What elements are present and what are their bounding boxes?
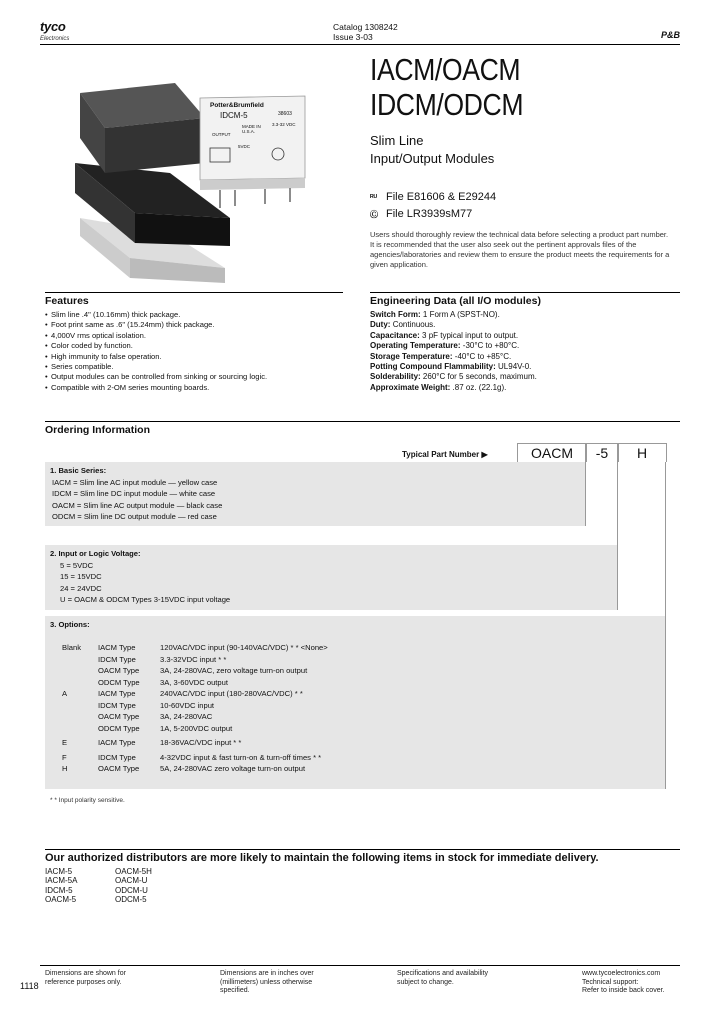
eng-row	[370, 372, 680, 382]
ul-icon: ᴿᵁ	[370, 193, 378, 202]
part-voltage-cell: -5	[585, 443, 619, 462]
feature-item: • 4,000V rms optical isolation.	[45, 331, 345, 341]
option-row	[62, 723, 622, 735]
option-type: IDCM Type	[98, 654, 136, 664]
eng-row	[370, 310, 680, 320]
eng-label: Approximate Weight:	[370, 382, 451, 392]
eng-label: Operating Temperature:	[370, 341, 461, 351]
footer-text: reference purposes only.	[45, 978, 122, 986]
module-label-out: 5VDC	[238, 144, 251, 149]
connector-line-3	[665, 462, 666, 789]
option-desc: 3.3-32VDC input * *	[160, 654, 227, 664]
options	[50, 619, 90, 631]
title-line-1: IACM/OACM	[370, 52, 521, 87]
option-desc: 240VAC/VDC input (180-280VAC/VDC) * *	[160, 689, 303, 698]
option-desc: 3A, 24-280VAC, zero voltage turn-on output	[160, 666, 308, 675]
basic-series-line: IDCM = Slim line DC input module — white case	[52, 489, 216, 498]
distributors-col-1	[45, 867, 115, 905]
typical-part-label	[402, 450, 488, 459]
option-code	[62, 677, 98, 689]
option-code: H	[62, 764, 68, 773]
connector-line-1	[585, 462, 586, 526]
eng-label: Duty:	[370, 320, 391, 330]
features-list	[45, 310, 345, 393]
subtitle-line-1: Slim Line	[370, 133, 424, 148]
eng-value: -30°C to +80°C.	[462, 341, 520, 351]
header-rule	[40, 44, 680, 45]
voltage-line: 24 = 24VDC	[60, 583, 102, 593]
stock-item: OACM-5	[45, 895, 77, 905]
csa-icon: Ⓒ	[370, 210, 378, 219]
part-option-cell: H	[617, 443, 667, 462]
product-title	[370, 52, 523, 122]
feature-item: • Slim line .4" (10.16mm) thick package.	[45, 310, 345, 320]
option-type: IACM Type	[98, 689, 136, 698]
option-desc: 18-36VAC/VDC input * *	[160, 738, 242, 747]
arrow-icon: ▶	[481, 450, 488, 459]
tyco-logo-subtitle: Electronics	[40, 36, 70, 42]
engineering-rule	[370, 292, 680, 293]
footer-col-1	[45, 970, 126, 987]
features-heading: Features	[45, 295, 89, 307]
feature-item: • Color coded by function.	[45, 341, 345, 351]
ordering-heading: Ordering Information	[45, 424, 150, 436]
issue-number: Issue 3-03	[333, 32, 373, 42]
subtitle-line-2: Input/Output Modules	[370, 151, 495, 166]
distributors-rule	[45, 849, 680, 850]
pb-logo: P&B	[660, 30, 680, 40]
module-label-made: MADE IN U.S.A.	[242, 124, 261, 134]
eng-value: 1 Form A (SPST-NO).	[422, 310, 500, 319]
footer-text: specified.	[220, 987, 250, 994]
stock-item: OACM-5H	[115, 867, 152, 876]
option-type: ODCM Type	[98, 677, 140, 687]
module-label-in: 3.3-32 VDC	[272, 122, 296, 127]
engineering-data	[370, 310, 680, 393]
footer-col-2	[220, 970, 314, 996]
input-voltage	[50, 548, 230, 606]
option-code	[62, 654, 98, 666]
voltage-lines	[50, 560, 230, 606]
tyco-logo: tyco	[40, 19, 66, 34]
eng-row	[370, 352, 680, 362]
option-type: ODCM Type	[98, 723, 140, 733]
option-type: IACM Type	[98, 643, 136, 652]
options-title: 3. Options:	[50, 620, 90, 629]
eng-value: UL94V-0.	[498, 362, 532, 372]
option-code: F	[62, 752, 67, 762]
module-label-code: 38603	[278, 111, 292, 117]
option-row	[62, 763, 622, 775]
product-subtitle	[370, 132, 494, 168]
option-code: Blank	[62, 643, 81, 652]
footer-text: Dimensions are in inches over	[220, 970, 314, 977]
footer-text: Refer to inside back cover.	[582, 987, 665, 994]
eng-label: Potting Compound Flammability:	[370, 362, 496, 372]
csa-cert	[370, 206, 496, 223]
certifications	[370, 189, 496, 223]
module-label-output: OUTPUT	[212, 132, 231, 137]
product-photo	[60, 68, 340, 293]
option-type: IDCM Type	[98, 700, 136, 710]
option-type: IACM Type	[98, 738, 136, 747]
eng-value: .87 oz. (22.1g).	[452, 382, 507, 392]
option-code	[62, 723, 98, 735]
option-desc: 5A, 24-280VAC zero voltage turn-on output	[160, 764, 306, 773]
basic-series-line: ODCM = Slim line DC output module — red case	[52, 512, 217, 521]
connector-line-2	[617, 462, 618, 610]
option-desc: 10-60VDC input	[160, 700, 215, 710]
stock-item: IDCM-5	[45, 885, 73, 895]
eng-label: Storage Temperature:	[370, 351, 453, 361]
eng-label: Solderability:	[370, 372, 421, 382]
intro-paragraph: Users should thoroughly review the technical data before selecting a product part number. It is recommended that the user also seek out the pertinent approvals files of the agencies/laboratories and review them to ensure the product meets the requirements for a given application.	[370, 230, 670, 269]
stock-item: ODCM-5	[115, 895, 147, 905]
eng-row	[370, 320, 680, 330]
eng-value: Continuous.	[392, 320, 436, 330]
footnote: * * Input polarity sensitive.	[50, 797, 125, 804]
option-code: E	[62, 738, 68, 747]
option-desc: 3A, 3-60VDC output	[160, 677, 228, 687]
option-type: OACM Type	[98, 764, 140, 773]
basic-series-line: OACM = Slim line AC output module — black case	[52, 500, 223, 510]
website-link[interactable]: www.tycoelectronics.com	[582, 970, 661, 977]
ul-cert-text: File E81606 & E29244	[386, 191, 497, 203]
option-row	[62, 737, 622, 749]
module-label-brand: Potter&Brumfield	[210, 102, 264, 109]
module-label-model: IDCM-5	[220, 111, 248, 120]
option-row	[62, 688, 622, 700]
stock-item: ODCM-U	[115, 885, 148, 895]
basic-series-title: 1. Basic Series:	[50, 466, 107, 475]
footer-text: (millimeters) unless otherwise	[220, 978, 313, 986]
eng-row	[370, 341, 680, 351]
engineering-heading: Engineering Data (all I/O modules)	[370, 295, 541, 307]
option-code: A	[62, 689, 68, 698]
option-desc: 4-32VDC input & fast turn-on & turn-off times * *	[160, 752, 322, 762]
ul-cert	[370, 189, 496, 206]
eng-row	[370, 362, 680, 372]
ordering-rule	[45, 421, 680, 422]
option-row	[62, 677, 622, 689]
eng-label: Capacitance:	[370, 330, 420, 340]
eng-row	[370, 331, 680, 341]
voltage-line: 15 = 15VDC	[60, 572, 102, 581]
page-number: 1118	[20, 981, 39, 991]
footer-col-4	[582, 970, 665, 996]
option-row	[62, 711, 622, 723]
title-line-2: IDCM/ODCM	[370, 87, 524, 122]
option-type: OACM Type	[98, 712, 140, 721]
option-row	[62, 654, 622, 666]
eng-label: Switch Form:	[370, 310, 421, 319]
feature-item: • Foot print same as .6" (15.24mm) thick package.	[45, 320, 345, 330]
option-row	[62, 752, 622, 764]
option-code	[62, 665, 98, 677]
feature-item: • Output modules can be controlled from sinking or sourcing logic.	[45, 372, 345, 382]
option-code	[62, 711, 98, 723]
basic-series-lines	[50, 477, 222, 523]
basic-series	[50, 465, 222, 523]
footer-text: Technical support:	[582, 978, 639, 986]
option-row	[62, 665, 622, 677]
features-rule	[45, 292, 343, 293]
distributors-list	[45, 867, 152, 905]
eng-row	[370, 383, 680, 393]
option-desc: 120VAC/VDC input (90-140VAC/VDC) * * <None>	[160, 643, 328, 652]
basic-series-line: IACM = Slim line AC input module — yellow case	[52, 477, 218, 487]
footer-rule	[40, 965, 680, 966]
stock-item: OACM-U	[115, 876, 148, 886]
footer-col-3	[397, 970, 488, 987]
distributors-col-2	[115, 867, 152, 905]
typical-part-text: Typical Part Number	[402, 450, 480, 459]
footer-text: Specifications and availability	[397, 970, 489, 977]
voltage-line: 5 = 5VDC	[60, 560, 94, 570]
option-row	[62, 642, 622, 654]
stock-item: IACM-5A	[45, 876, 78, 886]
option-desc: 3A, 24-280VAC	[160, 712, 213, 721]
option-type: IDCM Type	[98, 752, 136, 762]
footer-text: Dimensions are shown for	[45, 970, 126, 977]
voltage-line: U = OACM & ODCM Types 3-15VDC input voltage	[60, 595, 231, 604]
catalog-number: Catalog 1308242	[333, 22, 398, 32]
catalog-info	[333, 22, 398, 42]
voltage-title: 2. Input or Logic Voltage:	[50, 549, 141, 558]
eng-value: 3 pF typical input to output.	[422, 330, 519, 340]
eng-value: 260°C for 5 seconds, maximum.	[422, 372, 537, 382]
feature-item: • Compatible with 2-OM series mounting boards.	[45, 383, 345, 393]
eng-value: -40°C to +85°C.	[454, 351, 512, 361]
option-code	[62, 700, 98, 712]
distributors-heading: Our authorized distributors are more likely to maintain the following items in stock for immediate delivery.	[45, 852, 599, 864]
option-type: OACM Type	[98, 666, 140, 675]
feature-item: • Series compatible.	[45, 362, 345, 372]
footer-text: subject to change.	[397, 978, 454, 986]
option-row	[62, 700, 622, 712]
csa-cert-text: File LR3939sM77	[386, 208, 473, 220]
feature-item: • High immunity to false operation.	[45, 352, 345, 362]
option-desc: 1A, 5-200VDC output	[160, 723, 233, 733]
stock-item: IACM-5	[45, 867, 73, 876]
options-table	[62, 642, 622, 775]
part-base-cell: OACM	[517, 443, 587, 462]
